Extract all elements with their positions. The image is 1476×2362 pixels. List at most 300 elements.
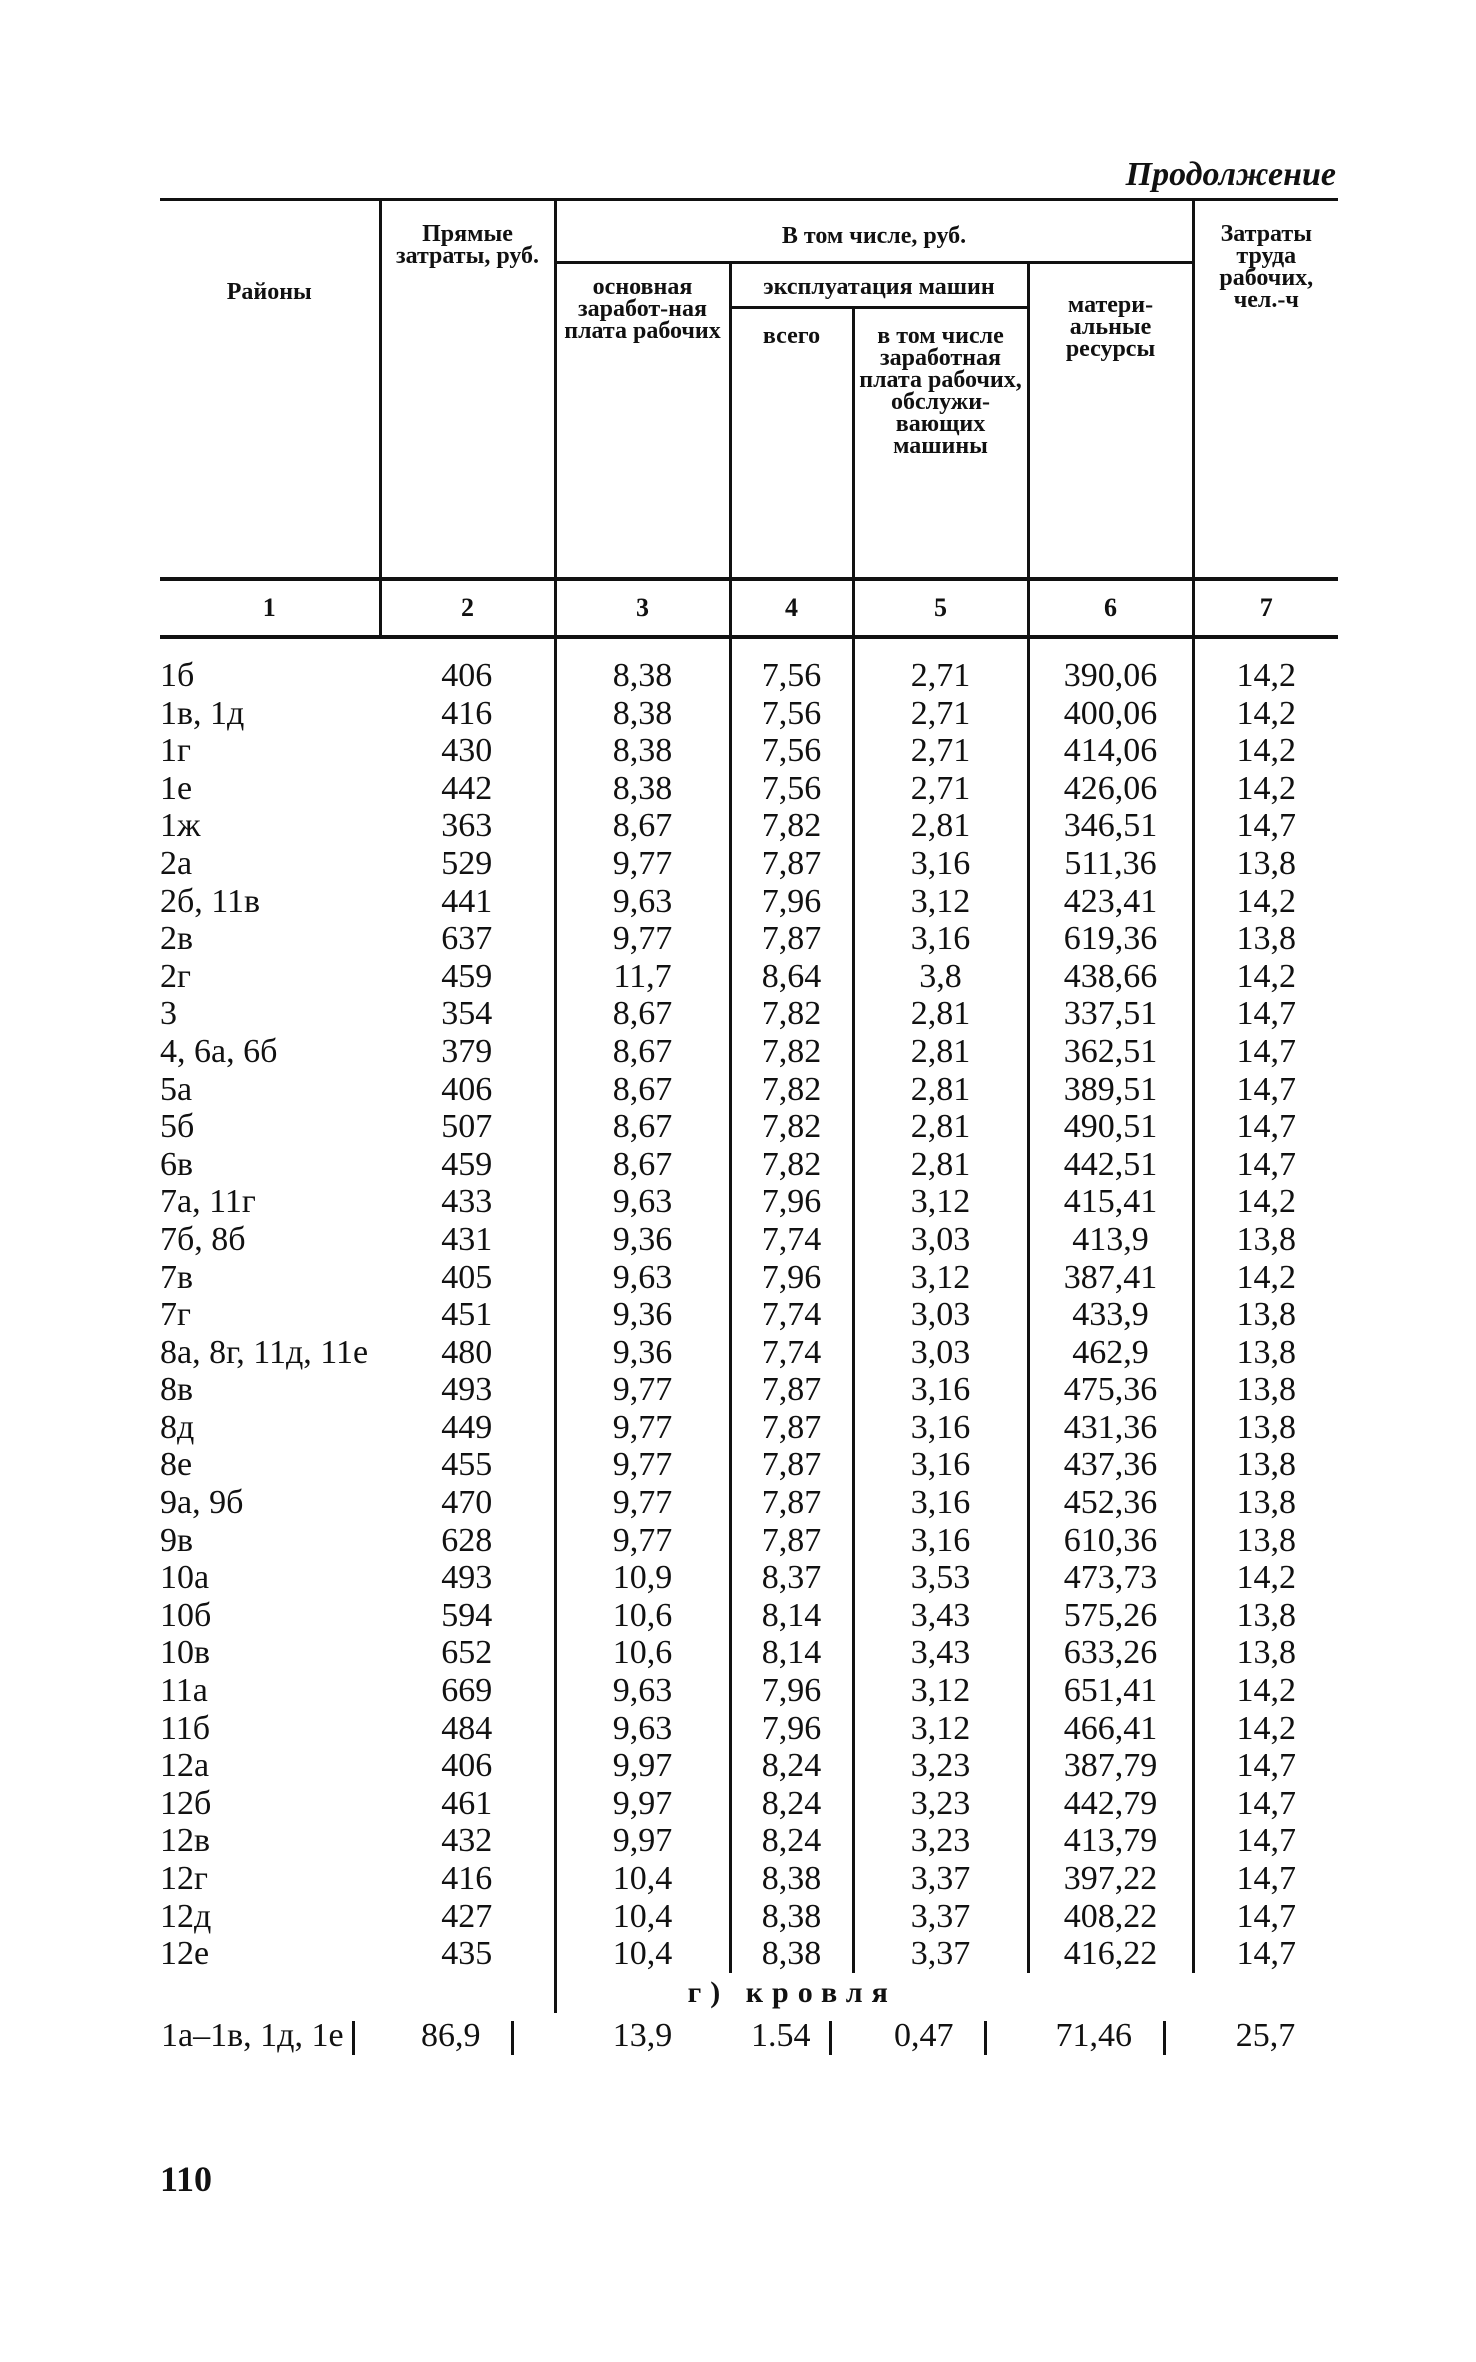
value-cell: 337,51: [1028, 995, 1193, 1033]
table-row: [160, 1672, 1338, 1710]
value-cell: 633,26: [1028, 1634, 1193, 1672]
value-cell: 8,24: [730, 1747, 853, 1785]
value-cell: 14,7: [1236, 807, 1297, 845]
table-row: [160, 1446, 1338, 1484]
roof-cell: 0,47: [853, 2013, 1028, 2059]
value-cell: 8,67: [555, 1146, 730, 1184]
value-cell: 2,81: [853, 995, 1028, 1033]
region-cell: 10а: [160, 1559, 210, 1597]
value-cell: 10,4: [555, 1898, 730, 1936]
table-row: [160, 1334, 1338, 1372]
value-cell: 3,53: [853, 1559, 1028, 1597]
table-row: [160, 1597, 1338, 1635]
value-cell: 7,87: [730, 1409, 853, 1447]
value-cell: 3,8: [853, 958, 1028, 996]
value-cell: 14,7: [1236, 1108, 1297, 1146]
value-cell: 475,36: [1028, 1371, 1193, 1409]
header-machine-operation: эксплуатация машин: [730, 263, 1028, 308]
value-cell: 7,56: [730, 770, 853, 808]
column-number: 4: [730, 579, 853, 637]
value-cell: 387,41: [1028, 1259, 1193, 1297]
header-regions: Районы: [160, 200, 380, 580]
value-cell: 8,14: [730, 1597, 853, 1635]
value-cell: 14,7: [1236, 1145, 1297, 1183]
region-cell: 1б: [160, 657, 195, 694]
value-cell: 9,63: [555, 883, 730, 921]
region-cell: 8е: [160, 1446, 193, 1484]
value-cell: 14,7: [1236, 1935, 1297, 1973]
value-cell: 484: [380, 1710, 555, 1748]
table-row: [160, 1634, 1338, 1672]
value-cell: 7,87: [730, 1446, 853, 1484]
table-row: [160, 1183, 1338, 1221]
value-cell: 7,74: [730, 1221, 853, 1259]
table-row: [160, 920, 1338, 958]
value-cell: 8,67: [555, 1108, 730, 1146]
value-cell: 452,36: [1028, 1484, 1193, 1522]
value-cell: 397,22: [1028, 1860, 1193, 1898]
value-cell: 14,7: [1236, 1822, 1297, 1860]
value-cell: 13,8: [1236, 920, 1297, 958]
value-cell: 594: [380, 1597, 555, 1635]
value-cell: 9,77: [555, 1522, 730, 1560]
table-row: [160, 1898, 1338, 1936]
value-cell: 2,81: [853, 1108, 1028, 1146]
region-cell: 2а: [160, 844, 193, 882]
value-cell: 13,8: [1236, 1333, 1297, 1371]
value-cell: 389,51: [1028, 1071, 1193, 1109]
value-cell: 8,38: [555, 732, 730, 770]
value-cell: 2,71: [853, 695, 1028, 733]
value-cell: 7,96: [730, 1672, 853, 1710]
value-cell: 430: [380, 732, 555, 770]
value-cell: 7,82: [730, 1146, 853, 1184]
value-cell: 10,4: [555, 1860, 730, 1898]
region-cell: 12в: [160, 1822, 211, 1860]
value-cell: 9,97: [555, 1822, 730, 1860]
table-row: [160, 695, 1338, 733]
value-cell: 3,37: [853, 1935, 1028, 1973]
region-cell: 3: [160, 995, 177, 1033]
separator: [829, 2021, 832, 2055]
region-cell: 1ж: [160, 807, 201, 845]
value-cell: 13,8: [1236, 1596, 1297, 1634]
region-cell: 11а: [160, 1672, 208, 1710]
region-cell: 2г: [160, 957, 191, 995]
value-cell: 13,8: [1236, 844, 1297, 882]
value-cell: 408,22: [1028, 1898, 1193, 1936]
value-cell: 8,38: [555, 637, 730, 695]
value-cell: 413,79: [1028, 1822, 1193, 1860]
roof-row: [160, 2013, 1338, 2059]
value-cell: 9,63: [555, 1183, 730, 1221]
region-cell: 7б, 8б: [160, 1220, 246, 1258]
value-cell: 8,14: [730, 1634, 853, 1672]
value-cell: 2,71: [853, 732, 1028, 770]
value-cell: 2,81: [853, 1071, 1028, 1109]
table-row: [160, 1522, 1338, 1560]
header-total: всего: [730, 308, 853, 580]
value-cell: 651,41: [1028, 1672, 1193, 1710]
region-cell: 9в: [160, 1521, 194, 1559]
value-cell: 7,96: [730, 883, 853, 921]
value-cell: 442,79: [1028, 1785, 1193, 1823]
value-cell: 362,51: [1028, 1033, 1193, 1071]
table-row: [160, 1860, 1338, 1898]
value-cell: 3,12: [853, 883, 1028, 921]
table-row: [160, 732, 1338, 770]
header-including: В том числе, руб.: [555, 200, 1193, 263]
value-cell: 2,81: [853, 807, 1028, 845]
column-number: 2: [380, 579, 555, 637]
value-cell: 7,74: [730, 1334, 853, 1372]
value-cell: 10,6: [555, 1634, 730, 1672]
value-cell: 619,36: [1028, 920, 1193, 958]
value-cell: 7,87: [730, 1484, 853, 1522]
value-cell: 14,7: [1236, 1032, 1297, 1070]
value-cell: 9,77: [555, 1409, 730, 1447]
value-cell: 13,8: [1236, 1446, 1297, 1484]
region-cell: 12е: [160, 1935, 210, 1973]
table-row: [160, 1710, 1338, 1748]
region-cell: 1в, 1д: [160, 694, 245, 732]
value-cell: 7,82: [730, 1071, 853, 1109]
table-header: [160, 200, 1338, 638]
value-cell: 416,22: [1028, 1935, 1193, 1973]
column-number-row: [160, 579, 1338, 637]
separator: [984, 2021, 987, 2055]
table-row: [160, 1785, 1338, 1823]
value-cell: 473,73: [1028, 1559, 1193, 1597]
value-cell: 14,2: [1236, 694, 1297, 732]
region-cell: 12а: [160, 1747, 210, 1785]
value-cell: 14,2: [1236, 732, 1297, 770]
region-cell: 12г: [160, 1860, 208, 1897]
value-cell: 7,74: [730, 1296, 853, 1334]
value-cell: 3,23: [853, 1785, 1028, 1823]
table-row: [160, 637, 1338, 695]
value-cell: 470: [380, 1484, 555, 1522]
value-cell: 442,51: [1028, 1146, 1193, 1184]
value-cell: 7,96: [730, 1710, 853, 1748]
table-row: [160, 1409, 1338, 1447]
value-cell: 14,2: [1236, 1258, 1297, 1296]
region-cell: 7г: [160, 1296, 191, 1334]
value-cell: 3,03: [853, 1334, 1028, 1372]
table-row: [160, 1221, 1338, 1259]
separator: [352, 2021, 355, 2055]
value-cell: 8,67: [555, 807, 730, 845]
value-cell: 13,8: [1236, 1484, 1297, 1522]
value-cell: 575,26: [1028, 1597, 1193, 1635]
value-cell: 9,97: [555, 1785, 730, 1823]
value-cell: 529: [380, 845, 555, 883]
value-cell: 7,96: [730, 1259, 853, 1297]
region-cell: 5а: [160, 1070, 193, 1108]
table-row: [160, 958, 1338, 996]
table-row: [160, 1935, 1338, 1973]
region-cell: 6в: [160, 1145, 194, 1183]
value-cell: 3,37: [853, 1860, 1028, 1898]
value-cell: 3,16: [853, 1371, 1028, 1409]
value-cell: 493: [380, 1371, 555, 1409]
value-cell: 3,12: [853, 1672, 1028, 1710]
header-incl-wage-machine: в том числе заработная плата рабочих, обслужи-вающих машины: [853, 308, 1028, 580]
value-cell: 433: [380, 1183, 555, 1221]
value-cell: 3,43: [853, 1597, 1028, 1635]
value-cell: 2,71: [853, 770, 1028, 808]
region-cell: 12д: [160, 1897, 212, 1935]
value-cell: 462,9: [1028, 1334, 1193, 1372]
table-row: [160, 1296, 1338, 1334]
value-cell: 3,43: [853, 1634, 1028, 1672]
value-cell: 13,8: [1236, 1634, 1297, 1672]
region-cell: 10в: [160, 1634, 211, 1672]
value-cell: 14,7: [1236, 1747, 1297, 1785]
value-cell: 435: [380, 1935, 555, 1973]
value-cell: 2,71: [853, 637, 1028, 695]
value-cell: 7,87: [730, 845, 853, 883]
value-cell: 8,67: [555, 995, 730, 1033]
region-cell: 2б, 11в: [160, 882, 261, 920]
table-body: [160, 637, 1338, 1973]
value-cell: 3,23: [853, 1822, 1028, 1860]
value-cell: 511,36: [1028, 845, 1193, 883]
value-cell: 9,77: [555, 845, 730, 883]
value-cell: 480: [380, 1334, 555, 1372]
value-cell: 433,9: [1028, 1296, 1193, 1334]
value-cell: 7,82: [730, 807, 853, 845]
table-row: [160, 1071, 1338, 1109]
value-cell: 669: [380, 1672, 555, 1710]
region-cell: 8а, 8г, 11д, 11е: [160, 1333, 369, 1371]
value-cell: 415,41: [1028, 1183, 1193, 1221]
table-row: [160, 1559, 1338, 1597]
table-row: [160, 1747, 1338, 1785]
table-row: [160, 1371, 1338, 1409]
value-cell: 14,7: [1236, 995, 1297, 1033]
value-cell: 406: [380, 637, 555, 695]
value-cell: 9,63: [555, 1259, 730, 1297]
value-cell: 8,38: [555, 695, 730, 733]
table-row: [160, 1259, 1338, 1297]
value-cell: 7,87: [730, 920, 853, 958]
table-row: [160, 995, 1338, 1033]
value-cell: 2,81: [853, 1033, 1028, 1071]
value-cell: 406: [380, 1747, 555, 1785]
value-cell: 14,7: [1236, 1784, 1297, 1822]
roof-cell: 1.54: [730, 2013, 853, 2059]
region-cell: 7а, 11г: [160, 1183, 256, 1221]
value-cell: 7,82: [730, 1033, 853, 1071]
table-row: [160, 1108, 1338, 1146]
value-cell: 431: [380, 1221, 555, 1259]
value-cell: 459: [380, 958, 555, 996]
value-cell: 9,63: [555, 1710, 730, 1748]
value-cell: 14,2: [1236, 1559, 1297, 1597]
value-cell: 7,96: [730, 1183, 853, 1221]
value-cell: 3,16: [853, 1446, 1028, 1484]
value-cell: 8,67: [555, 1033, 730, 1071]
value-cell: 416: [380, 695, 555, 733]
value-cell: 432: [380, 1822, 555, 1860]
value-cell: 8,24: [730, 1785, 853, 1823]
value-cell: 423,41: [1028, 883, 1193, 921]
region-cell: 1е: [160, 769, 193, 807]
value-cell: 442: [380, 770, 555, 808]
value-cell: 379: [380, 1033, 555, 1071]
header-labor: Затраты труда рабочих, чел.-ч: [1193, 200, 1338, 580]
value-cell: 3,03: [853, 1221, 1028, 1259]
value-cell: 10,6: [555, 1597, 730, 1635]
value-cell: 7,82: [730, 995, 853, 1033]
value-cell: 3,16: [853, 1409, 1028, 1447]
value-cell: 3,37: [853, 1898, 1028, 1936]
value-cell: 9,36: [555, 1334, 730, 1372]
value-cell: 9,36: [555, 1221, 730, 1259]
value-cell: 507: [380, 1108, 555, 1146]
value-cell: 8,38: [730, 1860, 853, 1898]
region-cell: 12б: [160, 1784, 212, 1822]
value-cell: 7,87: [730, 1371, 853, 1409]
value-cell: 3,03: [853, 1296, 1028, 1334]
region-cell: 8д: [160, 1408, 195, 1446]
region-cell: 1г: [160, 732, 191, 770]
value-cell: 11,7: [555, 958, 730, 996]
roof-cell: 86,9: [380, 2013, 555, 2059]
column-number: 6: [1028, 579, 1193, 637]
value-cell: 13,8: [1236, 1521, 1297, 1559]
value-cell: 459: [380, 1146, 555, 1184]
continuation-label: Продолжение: [1125, 156, 1336, 193]
value-cell: 14,2: [1236, 1709, 1297, 1747]
value-cell: 13,8: [1236, 1296, 1297, 1334]
value-cell: 7,56: [730, 732, 853, 770]
roof-cell: 25,7: [1235, 2016, 1296, 2054]
value-cell: 449: [380, 1409, 555, 1447]
value-cell: 7,87: [730, 1522, 853, 1560]
value-cell: 363: [380, 807, 555, 845]
value-cell: 8,24: [730, 1822, 853, 1860]
region-cell: 9а, 9б: [160, 1484, 244, 1522]
section-row: [160, 1973, 1338, 2013]
value-cell: 414,06: [1028, 732, 1193, 770]
cost-table: [160, 198, 1338, 2059]
value-cell: 8,38: [555, 770, 730, 808]
value-cell: 3,12: [853, 1183, 1028, 1221]
value-cell: 390,06: [1028, 637, 1193, 695]
value-cell: 3,23: [853, 1747, 1028, 1785]
value-cell: 461: [380, 1785, 555, 1823]
value-cell: 610,36: [1028, 1522, 1193, 1560]
value-cell: 9,77: [555, 1371, 730, 1409]
value-cell: 9,97: [555, 1747, 730, 1785]
value-cell: 7,82: [730, 1108, 853, 1146]
value-cell: 3,16: [853, 1484, 1028, 1522]
table-row: [160, 1033, 1338, 1071]
value-cell: 13,8: [1236, 1408, 1297, 1446]
value-cell: 628: [380, 1522, 555, 1560]
value-cell: 416: [380, 1860, 555, 1898]
value-cell: 2,81: [853, 1146, 1028, 1184]
region-cell: 2в: [160, 920, 194, 958]
value-cell: 346,51: [1028, 807, 1193, 845]
value-cell: 451: [380, 1296, 555, 1334]
column-number: 5: [853, 579, 1028, 637]
value-cell: 466,41: [1028, 1710, 1193, 1748]
value-cell: 7,56: [730, 637, 853, 695]
region-cell: 7в: [160, 1258, 194, 1296]
value-cell: 14,2: [1236, 882, 1297, 920]
value-cell: 3,16: [853, 920, 1028, 958]
column-number: 3: [555, 579, 730, 637]
table-row: [160, 807, 1338, 845]
page-number: 110: [160, 2159, 213, 2199]
table-row: [160, 883, 1338, 921]
roof-region: 1а–1в, 1д, 1е: [160, 2013, 380, 2059]
value-cell: 431,36: [1028, 1409, 1193, 1447]
separator: [1163, 2021, 1166, 2055]
value-cell: 637: [380, 920, 555, 958]
value-cell: 3,16: [853, 845, 1028, 883]
region-cell: 4, 6а, 6б: [160, 1032, 278, 1070]
table-row: [160, 1146, 1338, 1184]
value-cell: 490,51: [1028, 1108, 1193, 1146]
value-cell: 3,12: [853, 1710, 1028, 1748]
value-cell: 14,7: [1236, 1070, 1297, 1108]
value-cell: 3,12: [853, 1259, 1028, 1297]
value-cell: 652: [380, 1634, 555, 1672]
value-cell: 427: [380, 1898, 555, 1936]
value-cell: 413,9: [1028, 1221, 1193, 1259]
value-cell: 9,63: [555, 1672, 730, 1710]
region-cell: 8в: [160, 1371, 194, 1409]
value-cell: 8,64: [730, 958, 853, 996]
roof-cell: 13,9: [612, 2016, 673, 2054]
value-cell: 493: [380, 1559, 555, 1597]
value-cell: 9,77: [555, 1446, 730, 1484]
value-cell: 10,9: [555, 1559, 730, 1597]
value-cell: 13,8: [1236, 1371, 1297, 1409]
value-cell: 8,37: [730, 1559, 853, 1597]
value-cell: 14,7: [1236, 1860, 1297, 1897]
value-cell: 10,4: [555, 1935, 730, 1973]
header-base-wage: основная заработ-ная плата рабочих: [555, 263, 730, 580]
region-cell: 10б: [160, 1596, 212, 1634]
value-cell: 14,2: [1236, 1672, 1297, 1710]
value-cell: 426,06: [1028, 770, 1193, 808]
value-cell: 406: [380, 1071, 555, 1109]
value-cell: 3,16: [853, 1522, 1028, 1560]
value-cell: 14,2: [1236, 657, 1297, 694]
header-materials: матери-альные ресурсы: [1065, 292, 1156, 362]
value-cell: 9,77: [555, 1484, 730, 1522]
value-cell: 8,38: [730, 1935, 853, 1973]
value-cell: 9,77: [555, 920, 730, 958]
table-row: [160, 770, 1338, 808]
value-cell: 455: [380, 1446, 555, 1484]
value-cell: 405: [380, 1259, 555, 1297]
value-cell: 7,56: [730, 695, 853, 733]
value-cell: 13,8: [1236, 1220, 1297, 1258]
value-cell: 387,79: [1028, 1747, 1193, 1785]
value-cell: 8,38: [730, 1898, 853, 1936]
region-cell: 5б: [160, 1108, 195, 1146]
value-cell: 438,66: [1028, 958, 1193, 996]
separator: [511, 2021, 514, 2055]
column-number: 1: [160, 579, 380, 637]
roof-cell: 71,46: [1028, 2013, 1193, 2059]
